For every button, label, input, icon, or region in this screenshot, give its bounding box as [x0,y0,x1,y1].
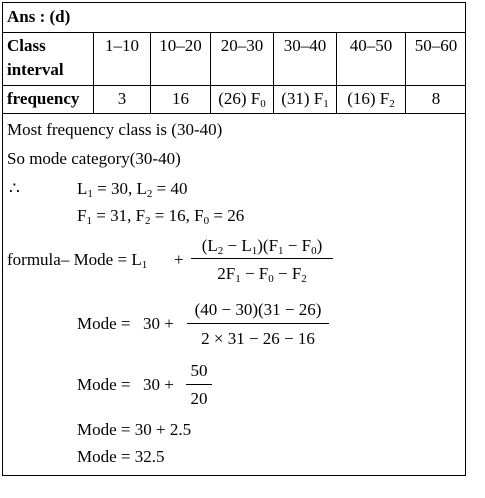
solution-line: So mode category(30-40) [7,149,181,168]
simplified-numerator: 50 [190,361,208,380]
interval-cell: 1–10 [105,36,139,55]
plus-thirty: 30 + [143,314,174,333]
interval-cell: 30–40 [283,36,327,55]
given-values-l: $L_1 = 30$, $L_2 = 40$ [77,179,188,200]
row-label-class: Class [7,36,46,55]
frequency-cell: 16 [172,89,189,108]
table-row-divider [3,85,465,86]
frequency-cell: (16) $F_2$ [347,89,395,110]
simplified-denominator: 20 [190,389,208,408]
interval-cell: 10–20 [159,36,202,55]
plus-sign: + [174,250,184,269]
fraction-bar [186,384,212,385]
row-label-frequency: frequency [7,89,80,108]
row-label-class: interval [7,60,64,79]
result-step: Mode = 30 + 2.5 [77,420,192,439]
frequency-cell: 3 [117,89,127,108]
substitution-numerator: (40 − 30)(31 − 26) [194,300,322,319]
mode-label: Mode = [77,314,131,333]
given-values-f: $F_1 = 31$, $F_2 = 16$, $F_0 = 26$ [77,206,245,227]
frequency-cell: (31) $F_1$ [281,89,329,110]
plus-thirty: 30 + [143,375,174,394]
fraction-bar [187,323,329,324]
substitution-denominator: 2 × 31 − 26 − 16 [201,329,315,348]
answer-heading: Ans : (d) [7,7,71,26]
interval-cell: 50–60 [414,36,458,55]
fraction-bar [191,258,333,259]
interval-cell: 20–30 [220,36,264,55]
answer-box [2,2,466,476]
formula-label: formula– Mode = $L_1$ [7,250,148,271]
formula-numerator: $(L_2 - L_1)(F_1 - F_0)$ [201,236,323,257]
therefore-symbol: ∴ [9,179,20,198]
divider [3,32,465,33]
table-bottom-divider [3,113,465,114]
frequency-cell: 8 [431,89,441,108]
solution-line: Most frequency class is (30-40) [7,120,223,139]
interval-cell: 40–50 [349,36,393,55]
mode-label: Mode = [77,375,131,394]
final-result: Mode = 32.5 [77,447,165,466]
formula-denominator: $2F_1 - F_0 - F_2$ [217,264,307,285]
frequency-cell: (26) $F_0$ [218,89,266,110]
